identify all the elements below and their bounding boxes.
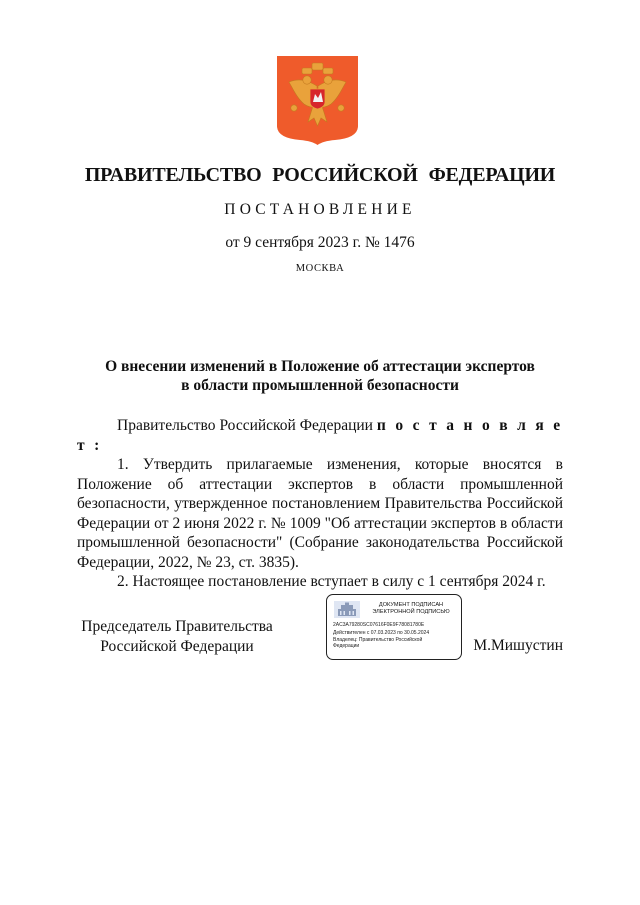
signature-building-icon [334, 601, 360, 618]
document-subject [0, 357, 640, 395]
document-type: ПОСТАНОВЛЕНИЕ [224, 201, 416, 218]
stamp-certificate: 2AC3A79280SC07616F0E9F78081780E [333, 622, 425, 628]
preamble-paragraph [77, 416, 563, 455]
document-body [77, 416, 563, 592]
preamble-text: Правительство Российской Федерации [117, 417, 373, 434]
subject-line-2: в области промышленной безопасности [181, 377, 459, 394]
subject-line-1: О внесении изменений в Положение об аттестации экспертов [105, 358, 535, 375]
russian-coat-of-arms-icon [277, 56, 358, 145]
stamp-title-line-1: ДОКУМЕНТ ПОДПИСАН [378, 602, 444, 608]
document-date-number: от 9 сентября 2023 г. № 1476 [225, 234, 415, 251]
stamp-validity: Действителен с 07.03.2023 по 30.05.2024 [333, 630, 430, 636]
item-2-paragraph: 2. Настоящее постановление вступает в силу с 1 сентября 2024 г. [117, 573, 546, 590]
signer-position-line-2: Российской Федерации [100, 637, 254, 655]
stamp-title [363, 602, 459, 616]
signer-position-line-1: Председатель Правительства [81, 618, 273, 635]
document-city: МОСКВА [295, 263, 345, 274]
preamble-action: п о с т а н о в л я е т : [77, 417, 563, 454]
stamp-owner-line-2: Федерации [333, 643, 360, 649]
signer-position [77, 617, 277, 656]
item-1-paragraph: 1. Утвердить прилагаемые изменения, которые вносятся в Положение об аттестации экспертов в области промышленной безопасности, утвержденное постановлением Правительства Российской Федерации от 2 июня 2022 г. № 1009 "Об аттестации экспертов в области промышленной безопасности" (Собрание законодательства Российской Федерации, 2022, № 23, ст. 3835). [77, 456, 563, 571]
stamp-owner-line-1: Владелец: Правительство Российской [333, 637, 423, 643]
electronic-signature-stamp [326, 594, 462, 660]
government-title: ПРАВИТЕЛЬСТВО РОССИЙСКОЙ ФЕДЕРАЦИИ [84, 164, 556, 186]
stamp-title-line-2: ЭЛЕКТРОННОЙ ПОДПИСЬЮ [372, 609, 450, 615]
signer-name: М.Мишустин [473, 637, 563, 654]
